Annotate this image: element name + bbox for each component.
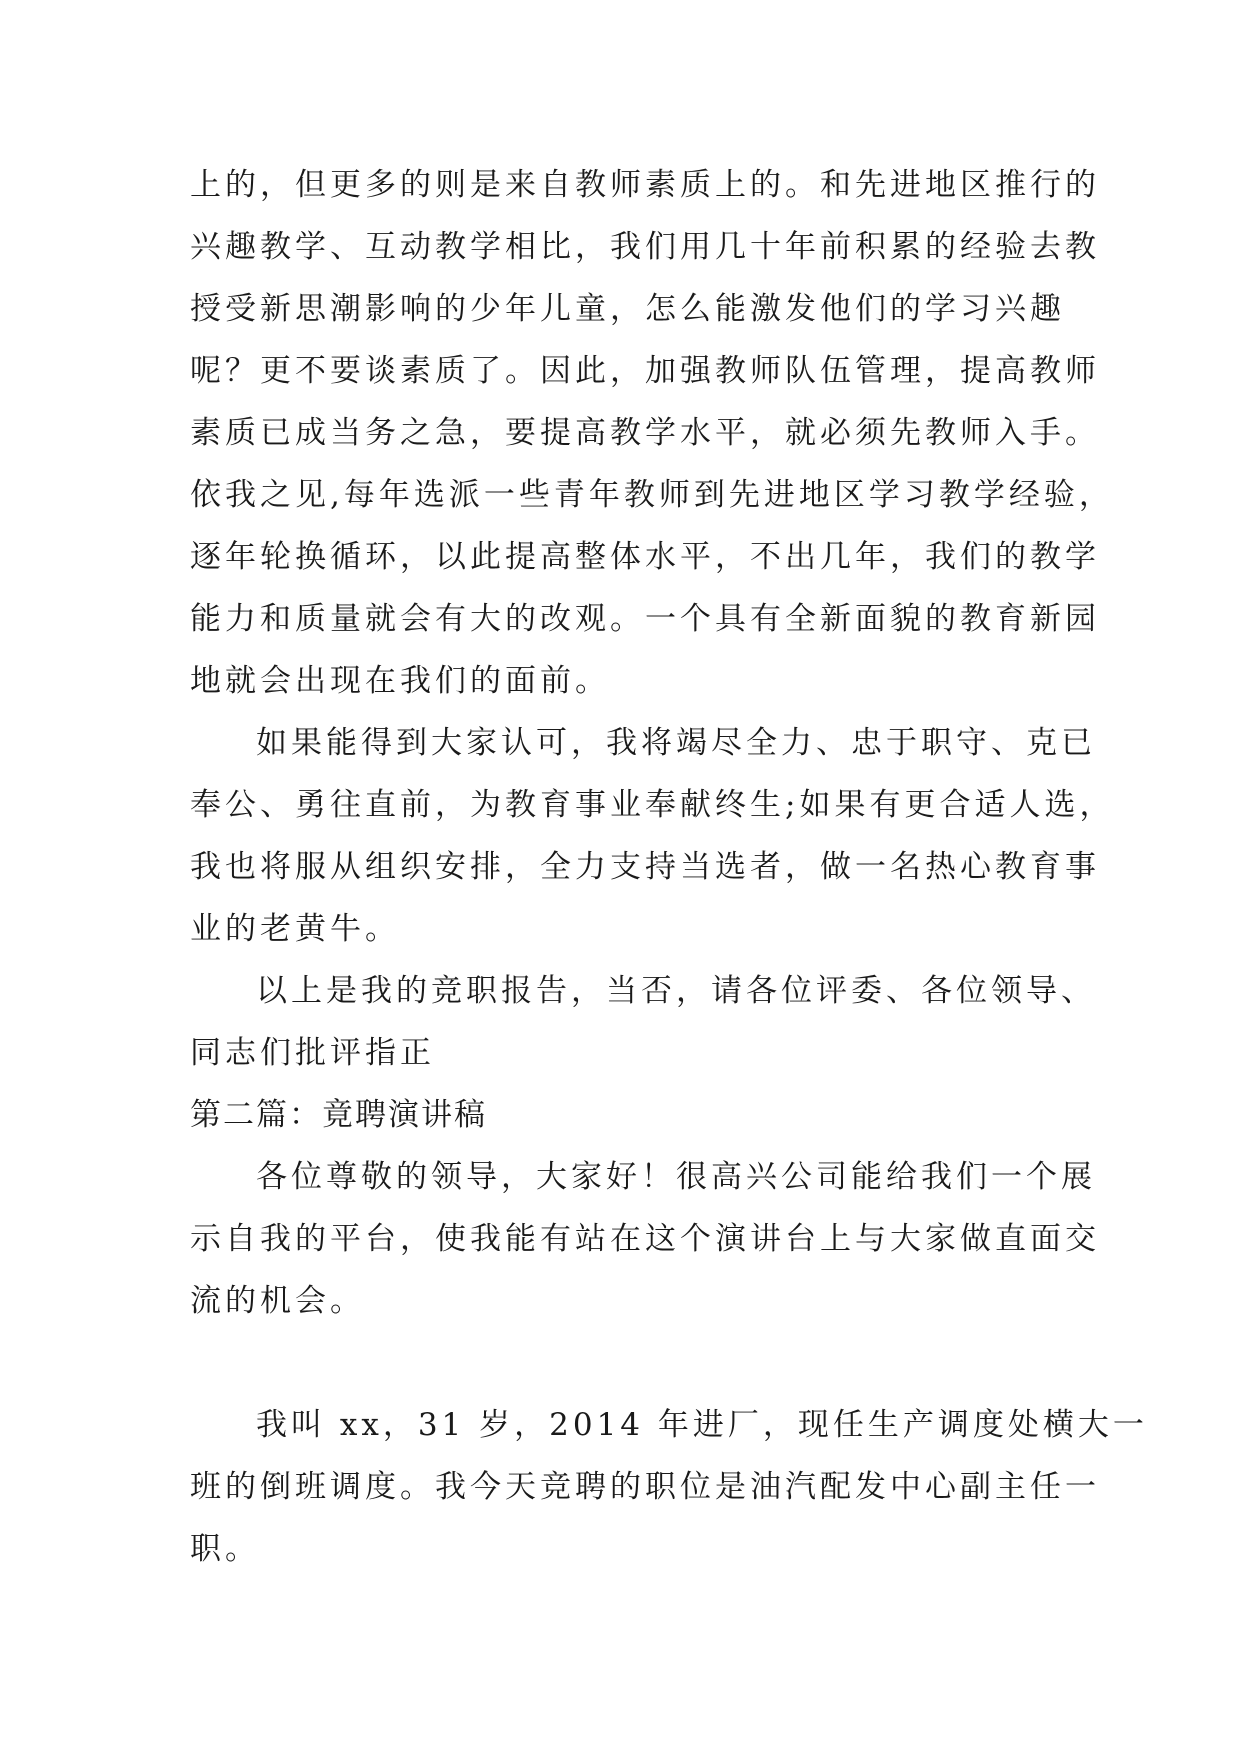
text-line: 上的，但更多的则是来自教师素质上的。和先进地区推行的 [190,167,1100,203]
paragraph-greeting [190,1146,1100,1332]
document-body [190,154,1148,1580]
section-heading: 第二篇：竟聘演讲稿 [190,1097,487,1133]
text-line: 以上是我的竞职报告，当否，请各位评委、各位领导、 [256,973,1096,1009]
text-line: 班的倒班调度。我今天竞聘的职位是油汽配发中心副主任一 [190,1469,1100,1505]
text-line: 职。 [190,1531,260,1567]
text-line: 业的老黄牛。 [190,911,400,947]
paragraph-closing [190,960,1096,1084]
text-line: 同志们批评指正 [190,1035,435,1071]
paragraph-commitment [190,712,1115,960]
text-line: 素质已成当务之急，要提高教学水平，就必须先教师入手。 [190,415,1100,451]
blank-line [190,1332,1070,1394]
paragraph-teacher-quality [190,154,1114,712]
text-line: 各位尊敬的领导，大家好！很高兴公司能给我们一个展 [256,1159,1096,1195]
text-line: 逐年轮换循环，以此提高整体水平，不出几年，我们的教学 [190,539,1100,575]
text-line: 兴趣教学、互动教学相比，我们用几十年前积累的经验去教 [190,229,1100,265]
text-line: 我也将服从组织安排，全力支持当选者，做一名热心教育事 [190,849,1100,885]
text-line: 能力和质量就会有大的改观。一个具有全新面貌的教育新园 [190,601,1100,637]
text-line: 奉公、勇往直前，为教育事业奉献终生;如果有更合适人选， [190,787,1115,823]
text-line: 授受新思潮影响的少年儿童，怎么能激发他们的学习兴趣 [190,291,1065,327]
text-line: 流的机会。 [190,1283,365,1319]
text-line: 示自我的平台，使我能有站在这个演讲台上与大家做直面交 [190,1221,1100,1257]
text-line: 依我之见,每年选派一些青年教师到先进地区学习教学经验， [190,477,1114,513]
text-line: 我叫 xx，31 岁，2014 年进厂，现任生产调度处横大一 [256,1407,1148,1443]
text-line: 地就会出现在我们的面前。 [190,663,610,699]
paragraph-self-intro [190,1394,1148,1580]
text-line: 呢？更不要谈素质了。因此，加强教师队伍管理，提高教师 [190,353,1100,389]
text-line: 如果能得到大家认可，我将竭尽全力、忠于职守、克已 [256,725,1096,761]
